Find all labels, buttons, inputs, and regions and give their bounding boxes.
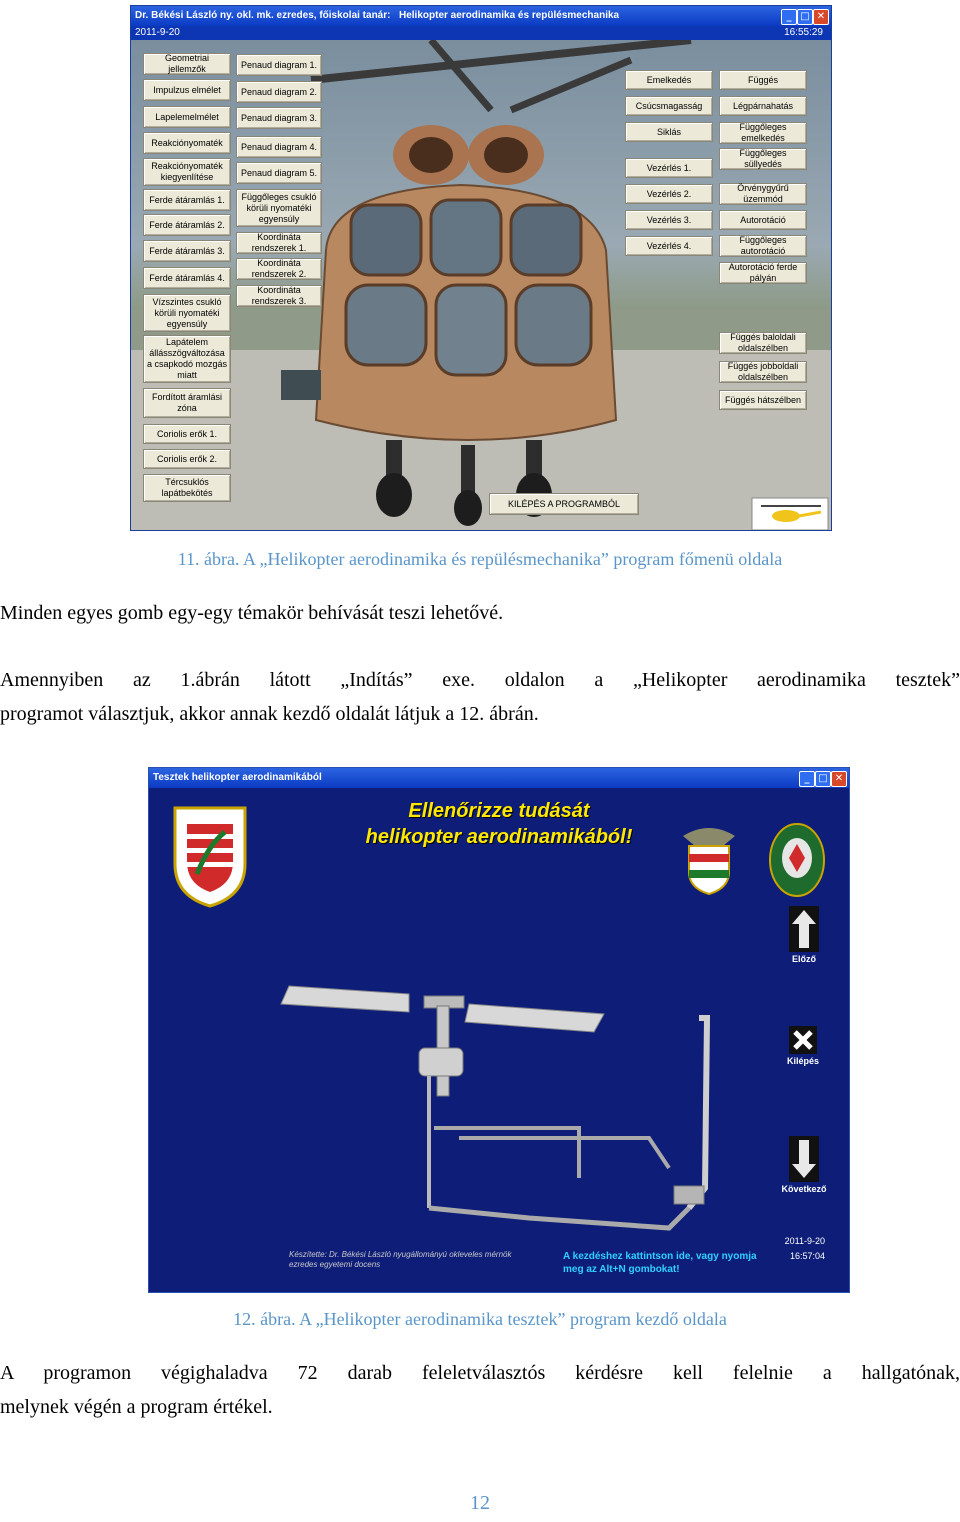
btn-fuggoleges-emelkedes[interactable]: Függőleges emelkedés (719, 122, 807, 144)
btn-fugges-jobboldali[interactable]: Függés jobboldali oldalszélben (719, 361, 807, 383)
paragraph-2-line-1: Amennyiben az 1.ábrán látott „Indítás” exe. oldalon a „Helikopter aerodinamika tesztek” (0, 669, 960, 691)
btn-ferde-ataramlas-3[interactable]: Ferde átáramlás 3. (143, 240, 231, 262)
exit-program-button[interactable]: KILÉPÉS A PROGRAMBÓL (489, 493, 639, 515)
btn-orvenygyuru-uzemmod[interactable]: Örvénygyűrű üzemmód (719, 183, 807, 205)
author-credit: Készítette: Dr. Békési László nyugállományú okleveles mérnök ezredes egyetemi docens (289, 1250, 512, 1269)
time-label: 16:57:04 (789, 1251, 825, 1261)
btn-penaud-diagram-5[interactable]: Penaud diagram 5. (236, 162, 322, 184)
btn-vezerles-2[interactable]: Vezérlés 2. (625, 184, 713, 204)
next-label[interactable]: Következő (781, 1184, 827, 1194)
btn-lapelemelmelet[interactable]: Lapelemelmélet (143, 106, 231, 128)
university-crest-icon (171, 804, 249, 908)
window-title: Tesztek helikopter aerodinamikából (153, 772, 322, 783)
btn-penaud-diagram-1[interactable]: Penaud diagram 1. (236, 54, 322, 76)
btn-fuggoleges-csuklo[interactable]: Függőleges csukló körüli nyomatéki egyensúly (236, 189, 322, 227)
heading-line-1: Ellenőrizze tudását (408, 800, 590, 822)
btn-emelkedes[interactable]: Emelkedés (625, 70, 713, 90)
close-icon[interactable]: ✕ (831, 771, 847, 787)
close-icon[interactable]: ✕ (813, 9, 829, 25)
date-label: 2011-9-20 (135, 27, 180, 38)
btn-vezerles-3[interactable]: Vezérlés 3. (625, 210, 713, 230)
date-label: 2011-9-20 (784, 1236, 825, 1246)
btn-penaud-diagram-4[interactable]: Penaud diagram 4. (236, 136, 322, 158)
exit-label[interactable]: Kilépés (786, 1056, 819, 1066)
btn-geometriai-jellemzok[interactable]: Geometriai jellemzők (143, 53, 231, 75)
btn-coriolis-erok-2[interactable]: Coriolis erők 2. (143, 449, 231, 469)
btn-fuggoleges-autorotacio[interactable]: Függőleges autorotáció (719, 235, 807, 257)
btn-koordinata-2[interactable]: Koordináta rendszerek 2. (236, 258, 322, 280)
rotor-mechanism-image (269, 978, 789, 1258)
btn-lapatelem-allasszog[interactable]: Lapátelem állásszögváltozása a csapkodó mozgás miatt (143, 335, 231, 383)
paragraph-3-line-1: A programon végighaladva 72 darab feleletválasztós kérdésre kell felelnie a hallgatónak, (0, 1362, 960, 1384)
btn-penaud-diagram-3[interactable]: Penaud diagram 3. (236, 107, 322, 129)
btn-reakcionyomatek[interactable]: Reakciónyomaték (143, 132, 231, 154)
btn-vizszintes-csuklo[interactable]: Vízszintes csukló körüli nyomatéki egyensúly (143, 294, 231, 332)
btn-ferde-ataramlas-4[interactable]: Ferde átáramlás 4. (143, 267, 231, 289)
paragraph-2-line-2: programot választjuk, akkor annak kezdő oldalát látjuk a 12. ábrán. (0, 703, 539, 725)
next-arrow-icon[interactable] (789, 1136, 819, 1182)
main-menu-window (130, 5, 832, 531)
btn-penaud-diagram-2[interactable]: Penaud diagram 2. (236, 81, 322, 103)
btn-siklas[interactable]: Siklás (625, 122, 713, 142)
eagle-emblem-icon (679, 818, 739, 898)
window-titlebar (149, 768, 849, 788)
paragraph-3-line-2: melynek végén a program értékel. (0, 1396, 273, 1418)
btn-autorotacio[interactable]: Autorotáció (719, 210, 807, 230)
time-label: 16:55:29 (784, 27, 823, 38)
start-hint-link[interactable]: A kezdéshez kattintson ide, vagy nyomja meg az Alt+N gombokat! (563, 1251, 757, 1275)
figure-12-caption: 12. ábra. A „Helikopter aerodinamika tesztek” program kezdő oldala (233, 1309, 727, 1329)
btn-ferde-ataramlas-2[interactable]: Ferde átáramlás 2. (143, 214, 231, 236)
btn-koordinata-1[interactable]: Koordináta rendszerek 1. (236, 232, 322, 254)
page-number: 12 (470, 1492, 490, 1514)
helicopter-photo (131, 40, 831, 530)
test-program-window (148, 767, 850, 1293)
round-emblem-icon (767, 818, 827, 900)
btn-legparnahatas[interactable]: Légpárnahatás (719, 96, 807, 116)
btn-ferde-ataramlas-1[interactable]: Ferde átáramlás 1. (143, 189, 231, 211)
previous-label[interactable]: Előző (792, 954, 816, 964)
window-titlebar (131, 6, 831, 26)
btn-vezerles-4[interactable]: Vezérlés 4. (625, 236, 713, 256)
minimize-icon[interactable]: _ (781, 9, 797, 25)
figure-11-caption: 11. ábra. A „Helikopter aerodinamika és repülésmechanika” program főmenü oldala (177, 549, 783, 569)
status-bar (131, 26, 831, 40)
btn-forditott-aramlasi-zona[interactable]: Fordított áramlási zóna (143, 388, 231, 418)
btn-coriolis-erok-1[interactable]: Coriolis erők 1. (143, 424, 231, 444)
btn-fugges-baloldali[interactable]: Függés baloldali oldalszélben (719, 332, 807, 354)
btn-autorotacio-ferde-palyan[interactable]: Autorotáció ferde pályán (719, 262, 807, 284)
btn-csucsmagassag[interactable]: Csúcsmagasság (625, 96, 713, 116)
btn-fugges[interactable]: Függés (719, 70, 807, 90)
btn-koordinata-3[interactable]: Koordináta rendszerek 3. (236, 285, 322, 307)
btn-impulzus-elmelet[interactable]: Impulzus elmélet (143, 79, 231, 101)
minimize-icon[interactable]: _ (799, 771, 815, 787)
btn-tercsuklos-lapatbekotes[interactable]: Tércsuklós lapátbekötés (143, 474, 231, 502)
btn-fuggoleges-sullyedes[interactable]: Függőleges süllyedés (719, 148, 807, 170)
paragraph-1: Minden egyes gomb egy-egy témakör behívását teszi lehetővé. (0, 602, 504, 624)
btn-vezerles-1[interactable]: Vezérlés 1. (625, 158, 713, 178)
btn-fugges-hatszelben[interactable]: Függés hátszélben (719, 390, 807, 410)
test-start-page (149, 788, 849, 1292)
btn-reakcionyomatek-kiegyenlitese[interactable]: Reakciónyomaték kiegyenlítése (143, 158, 231, 186)
heading-line-2: helikopter aerodinamikából! (365, 826, 633, 848)
previous-arrow-icon[interactable] (789, 906, 819, 952)
exit-x-icon[interactable] (789, 1026, 817, 1054)
maximize-icon[interactable]: □ (815, 771, 831, 787)
window-title-program: Helikopter aerodinamika és repülésmechanika (399, 10, 620, 21)
maximize-icon[interactable]: □ (797, 9, 813, 25)
window-title-author: Dr. Békési László ny. okl. mk. ezredes, főiskolai tanár: (135, 10, 391, 21)
